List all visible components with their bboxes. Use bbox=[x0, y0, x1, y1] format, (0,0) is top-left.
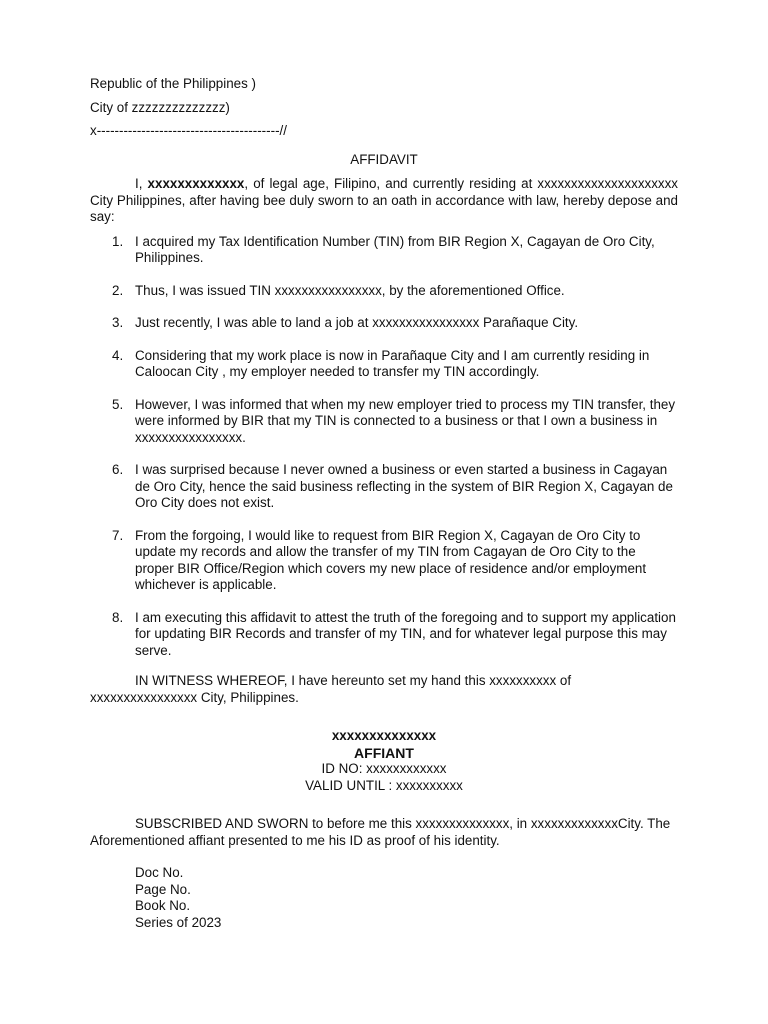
item-text: Just recently, I was able to land a job at xxxxxxxxxxxxxxxx Parañaque City. bbox=[135, 315, 579, 330]
item-text: I acquired my Tax Identification Number (TIN) from BIR Region X, Cagayan de Oro City, Philippines. bbox=[135, 233, 655, 265]
item-text: I was surprised because I never owned a business or even started a business in Cagayan de Oro City, hence the said business reflecting in the system of BIR Region X, Cagayan de Oro City does not exist. bbox=[135, 462, 673, 510]
id-valid-until: VALID UNTIL : xxxxxxxxxx bbox=[305, 777, 463, 793]
item-number: 8. bbox=[112, 609, 124, 625]
affiant-name-inline: xxxxxxxxxxxxx bbox=[147, 176, 245, 191]
book-number: Book No. bbox=[135, 898, 191, 913]
item-number: 1. bbox=[112, 233, 124, 249]
affiant-name: xxxxxxxxxxxxxx bbox=[331, 728, 437, 743]
list-item bbox=[90, 283, 678, 300]
intro-paragraph bbox=[90, 176, 678, 226]
affiant-label: AFFIANT bbox=[354, 744, 414, 761]
document-title: AFFIDAVIT bbox=[350, 151, 418, 167]
item-number: 5. bbox=[112, 396, 124, 412]
statements-list bbox=[90, 234, 678, 660]
list-item bbox=[90, 348, 678, 381]
item-text: However, I was informed that when my new employer tried to process my TIN transfer, they were informed by BIR that my TIN is connected to a business or that I own a business in xxxxxxxxxxxxxxxx. bbox=[135, 396, 676, 445]
item-text: I am executing this affidavit to attest the truth of the foregoing and to support my application for updating BIR Records and transfer of my TIN, and for whatever legal purpose this may serve. bbox=[135, 609, 676, 658]
venue-republic: Republic of the Philippines ) bbox=[90, 76, 256, 91]
list-item bbox=[90, 610, 678, 660]
item-number: 6. bbox=[112, 462, 124, 477]
item-number: 3. bbox=[112, 315, 124, 330]
witness-paragraph: IN WITNESS WHEREOF, I have hereunto set my hand this xxxxxxxxxx of xxxxxxxxxxxxxxxx City, Philippines. bbox=[90, 673, 572, 705]
jurat-paragraph: SUBSCRIBED AND SWORN to before me this xxxxxxxxxxxxxx, in xxxxxxxxxxxxxCity. The Aforementioned affiant presented to me his ID as proof of his identity. bbox=[90, 816, 671, 848]
item-text: Considering that my work place is now in Parañaque City and I am currently residing in Caloocan City , my employer needed to transfer my TIN accordingly. bbox=[135, 347, 650, 379]
id-number: ID NO: xxxxxxxxxxxx bbox=[321, 761, 447, 776]
item-number: 4. bbox=[112, 347, 124, 363]
item-text: Thus, I was issued TIN xxxxxxxxxxxxxxxx, by the aforementioned Office. bbox=[135, 282, 565, 298]
item-text: From the forgoing, I would like to request from BIR Region X, Cagayan de Oro City to update my records and allow the transfer of my TIN from Cagayan de Oro City to the proper BIR Office/Region which covers my new place of residence and/or employment whichever is applicable. bbox=[135, 527, 647, 592]
affidavit-document bbox=[90, 76, 678, 931]
signature-block bbox=[90, 728, 678, 794]
list-item bbox=[90, 315, 678, 332]
venue-city: City of zzzzzzzzzzzzzz) bbox=[90, 99, 230, 115]
item-number: 7. bbox=[112, 527, 124, 543]
doc-number: Doc No. bbox=[135, 865, 184, 880]
page-number: Page No. bbox=[135, 881, 191, 897]
list-item bbox=[90, 462, 678, 512]
intro-text: , of legal age, Filipino, and currently residing at xxxxxxxxxxxxxxxxxxxxx City Philippines, after having bee duly sworn to an oath in accordance with law, hereby depose and say: bbox=[90, 176, 678, 224]
list-item bbox=[90, 234, 678, 267]
item-number: 2. bbox=[112, 282, 124, 298]
list-item bbox=[90, 528, 678, 594]
notarial-register bbox=[90, 865, 678, 931]
intro-prefix: I, bbox=[135, 176, 148, 191]
venue-separator: x-----------------------------------------// bbox=[90, 123, 287, 138]
series-year: Series of 2023 bbox=[135, 914, 222, 930]
list-item bbox=[90, 397, 678, 447]
